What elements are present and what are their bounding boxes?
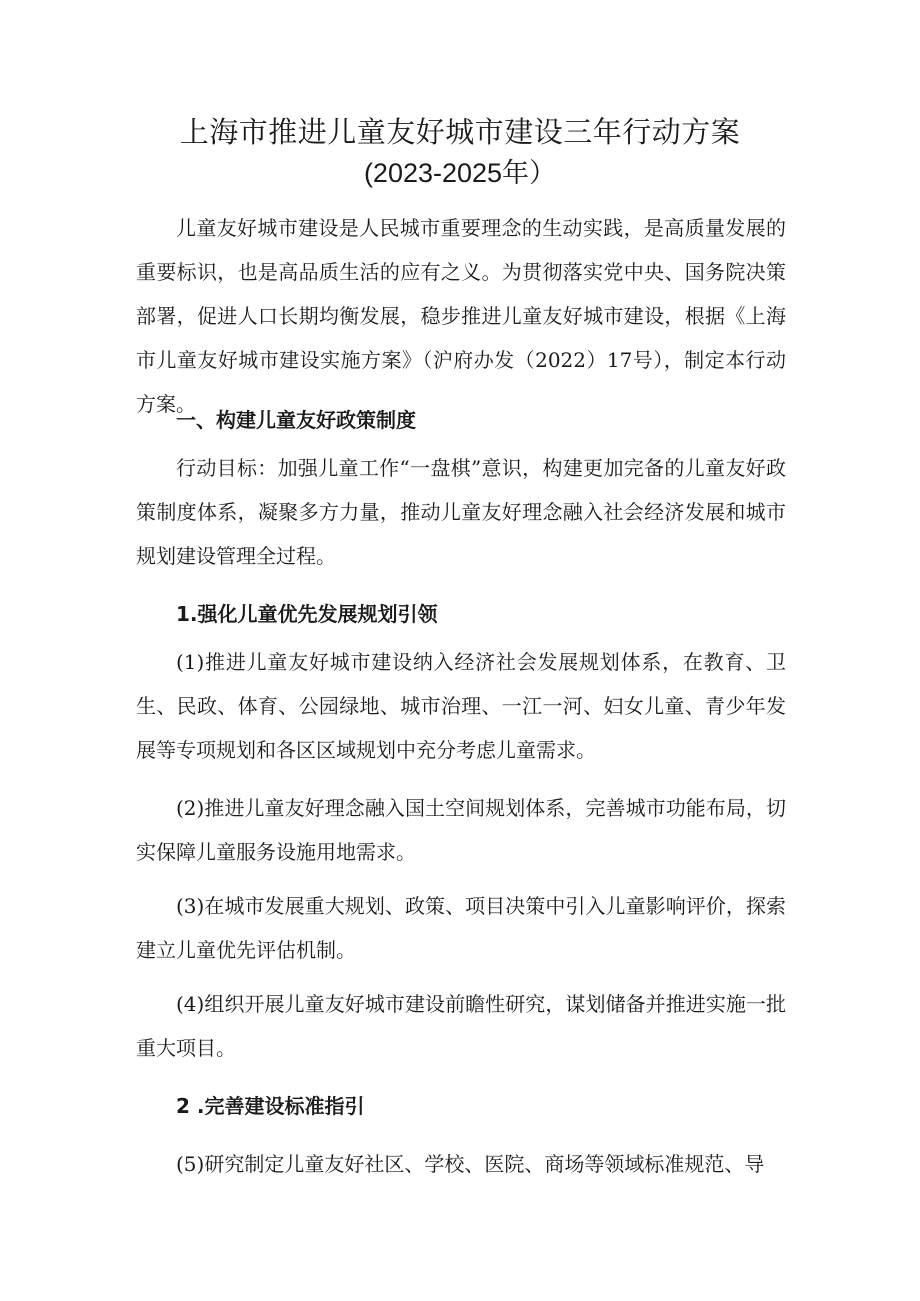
item-5-paragraph: (5)研究制定儿童友好社区、学校、医院、商场等领域标准规范、导 <box>176 1152 765 1176</box>
item-2-paragraph: (2)推进儿童友好理念融入国土空间规划体系，完善城市功能布局，切实保障儿童服务设施用地需求。 <box>136 796 786 864</box>
document-subtitle: (2023-2025年） <box>363 158 557 188</box>
item-4-paragraph: (4)组织开展儿童友好城市建设前瞻性研究，谋划储备并推进实施一批重大项目。 <box>136 992 786 1060</box>
section1-goal-paragraph: 行动目标：加强儿童工作“一盘棋”意识，构建更加完备的儿童友好政策制度体系，凝聚多方力量，推动儿童友好理念融入社会经济发展和城市规划建设管理全过程。 <box>136 456 786 568</box>
subsection2-heading: 2 .完善建设标准指引 <box>176 1094 365 1118</box>
intro-paragraph: 儿童友好城市建设是人民城市重要理念的生动实践，是高质量发展的重要标识，也是高品质生活的应有之义。为贯彻落实党中央、国务院决策部署，促进人口长期均衡发展，稳步推进儿童友好城市建设，根据《上海市儿童友好城市建设实施方案》（沪府办发（2022）17号），制定本行动方案。 <box>136 216 786 416</box>
item-1-paragraph: (1)推进儿童友好城市建设纳入经济社会发展规划体系，在教育、卫生、民政、体育、公园绿地、城市治理、一江一河、妇女儿童、青少年发展等专项规划和各区区域规划中充分考虑儿童需求。 <box>136 650 786 762</box>
document-title: 上海市推进儿童友好城市建设三年行动方案 <box>179 115 741 149</box>
subsection1-heading: 1.强化儿童优先发展规划引领 <box>176 602 438 626</box>
section1-heading: 一、构建儿童友好政策制度 <box>176 408 416 432</box>
item-3-paragraph: (3)在城市发展重大规划、政策、项目决策中引入儿童影响评价，探索建立儿童优先评估机制。 <box>136 894 786 962</box>
